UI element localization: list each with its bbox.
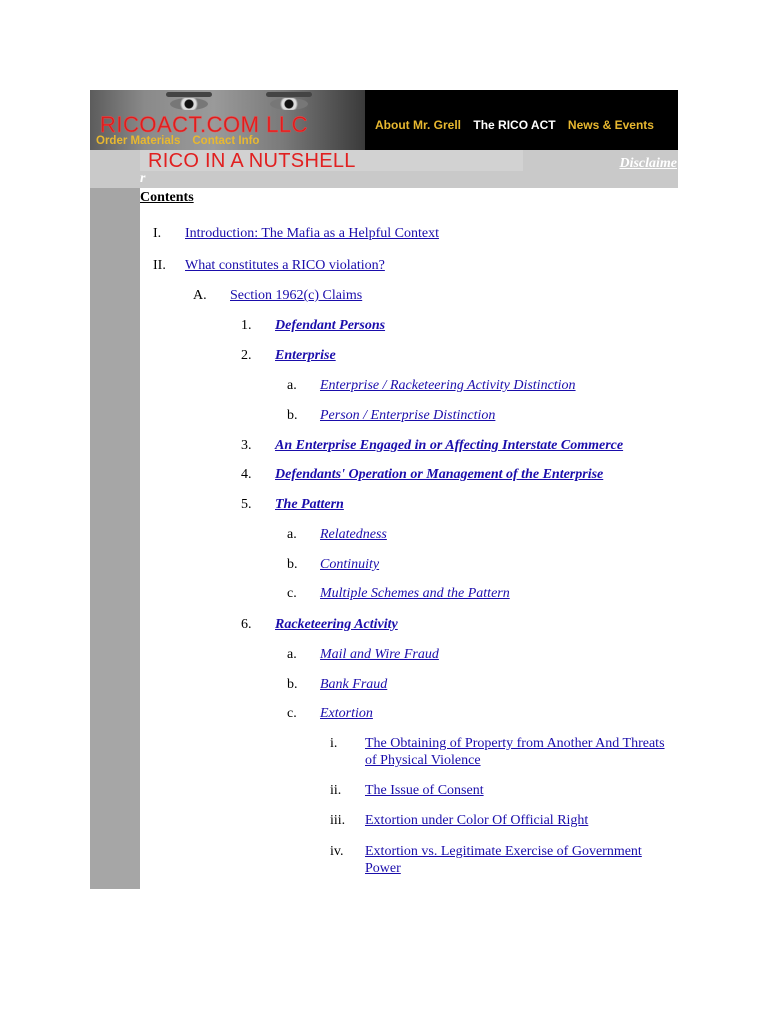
toc-number: II. xyxy=(153,258,166,273)
toc-number: 2. xyxy=(241,348,252,363)
toc-number: 5. xyxy=(241,497,252,512)
toc-number: c. xyxy=(287,586,297,601)
toc-number: ii. xyxy=(330,783,342,798)
disclaimer-link-wrap[interactable]: r xyxy=(140,171,146,186)
toc-link[interactable]: What constitutes a RICO violation? xyxy=(185,258,385,273)
toc-link[interactable]: Extortion xyxy=(320,706,373,721)
toc-link[interactable]: Introduction: The Mafia as a Helpful Context xyxy=(185,226,440,241)
site-logo[interactable]: RICOACT.COM LLC xyxy=(100,112,308,137)
toc-link[interactable]: Extortion vs. Legitimate Exercise of Government Power xyxy=(365,844,642,876)
toc-link[interactable]: Extortion under Color Of Official Right xyxy=(365,813,589,828)
toc-link[interactable]: Defendant Persons xyxy=(275,318,386,333)
contact-info-link[interactable]: Contact Info xyxy=(192,135,260,147)
order-materials-link[interactable]: Order Materials xyxy=(96,135,181,147)
toc-number: b. xyxy=(287,677,298,692)
toc-link[interactable]: An Enterprise Engaged in or Affecting Interstate Commerce xyxy=(275,438,624,453)
toc-link[interactable]: Person / Enterprise Distinction xyxy=(320,408,496,423)
toc-link[interactable]: The Obtaining of Property from Another And Threats of Physical Violence xyxy=(365,736,665,768)
toc-link[interactable]: Racketeering Activity xyxy=(275,617,398,632)
disclaimer-link[interactable]: Disclaime xyxy=(619,156,677,171)
toc-link[interactable]: The Issue of Consent xyxy=(365,783,484,798)
toc-link[interactable]: Continuity xyxy=(320,557,380,572)
toc-number: iii. xyxy=(330,813,346,828)
toc-link[interactable]: Enterprise / Racketeering Activity Distinction xyxy=(320,378,576,393)
toc-link[interactable]: The Pattern xyxy=(275,497,344,512)
toc-number: b. xyxy=(287,408,298,423)
nav-rico-act-link[interactable]: The RICO ACT xyxy=(473,118,556,132)
page-title: RICO IN A NUTSHELL xyxy=(148,150,356,172)
toc-number: 3. xyxy=(241,438,252,453)
toc-number: I. xyxy=(153,226,162,241)
toc-number: 6. xyxy=(241,617,252,632)
toc-link[interactable]: Bank Fraud xyxy=(320,677,388,692)
toc-number: c. xyxy=(287,706,297,721)
toc-link[interactable]: Enterprise xyxy=(275,348,336,363)
toc-number: a. xyxy=(287,527,297,542)
toc-number: i. xyxy=(330,736,338,751)
contents-heading: Contents xyxy=(140,190,194,205)
toc-link[interactable]: Multiple Schemes and the Pattern xyxy=(320,586,510,601)
toc-number: b. xyxy=(287,557,298,572)
toc-number: 1. xyxy=(241,318,252,333)
toc-link[interactable]: Relatedness xyxy=(320,527,387,542)
toc-link[interactable]: Section 1962(c) Claims xyxy=(230,288,363,303)
toc-link[interactable]: Defendants' Operation or Management of the Enterprise xyxy=(275,467,604,482)
nav-news-events-link[interactable]: News & Events xyxy=(567,118,654,132)
toc-number: a. xyxy=(287,378,297,393)
nav-about-link[interactable]: About Mr. Grell xyxy=(375,118,462,132)
toc-number: A. xyxy=(193,288,207,303)
toc-number: a. xyxy=(287,647,297,662)
toc-number: 4. xyxy=(241,467,252,482)
toc-link[interactable]: Mail and Wire Fraud xyxy=(320,647,439,662)
toc-number: iv. xyxy=(330,844,344,859)
